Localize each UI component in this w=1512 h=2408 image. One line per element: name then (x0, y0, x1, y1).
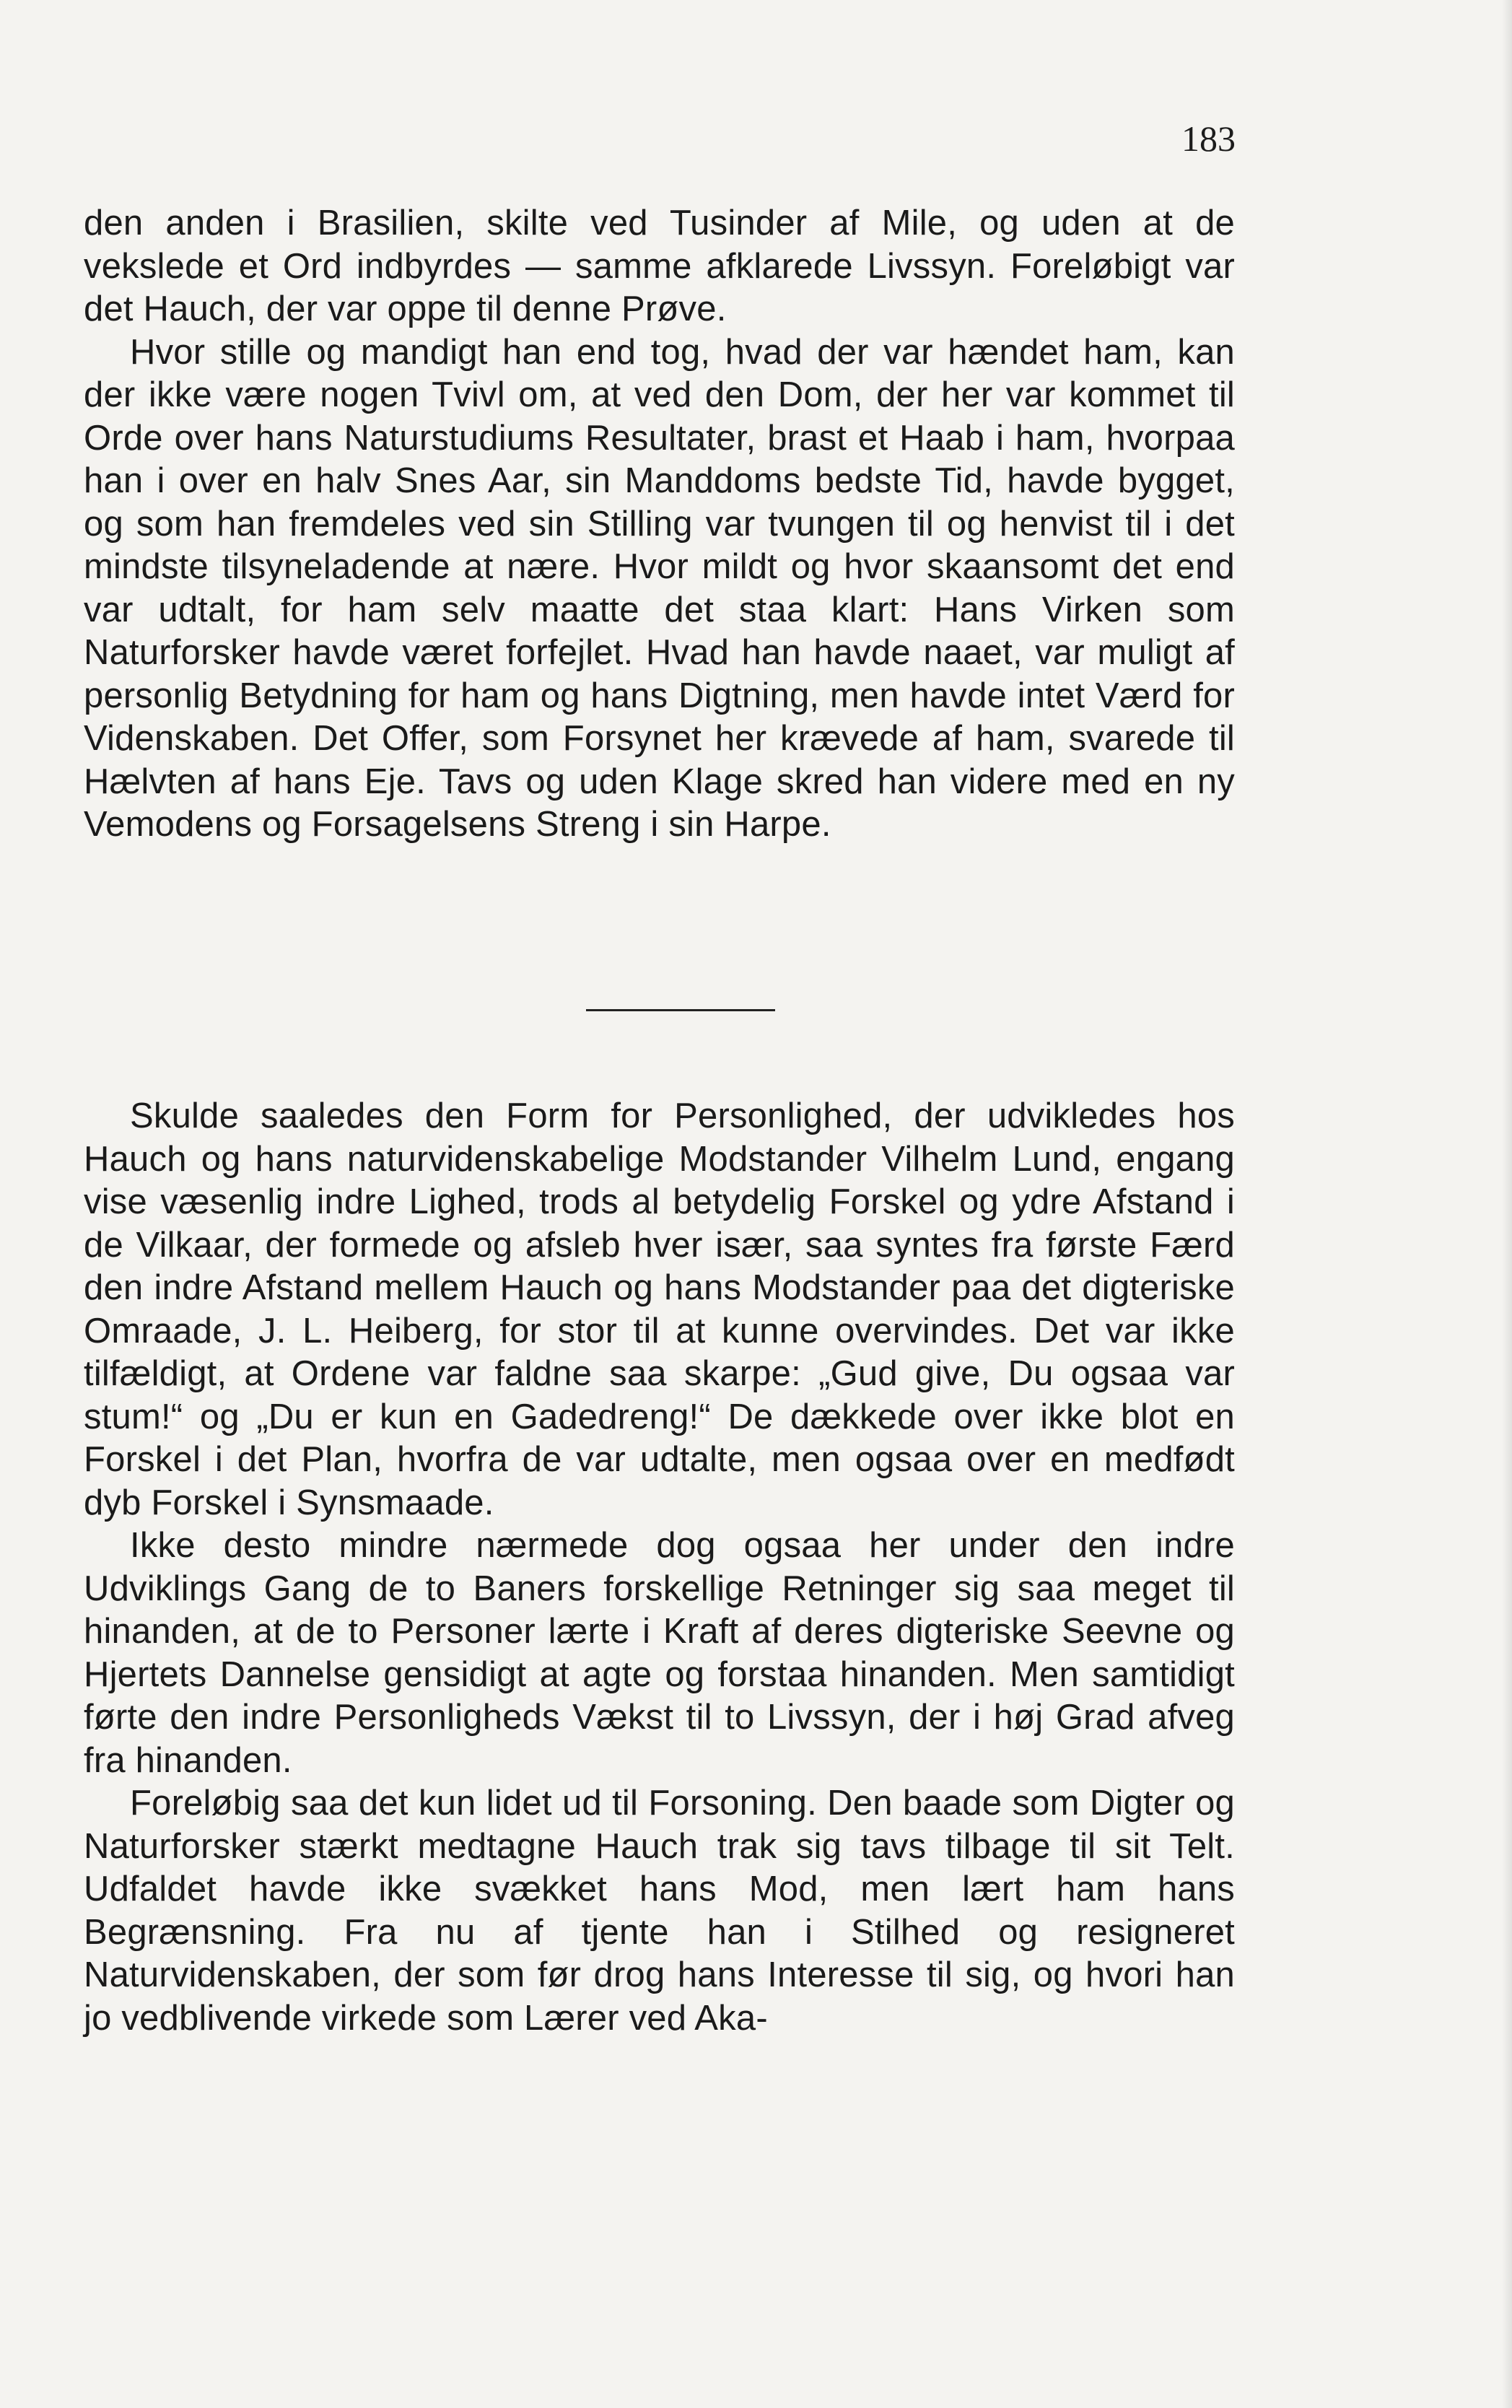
section-divider (586, 1009, 775, 1011)
section-1-text (84, 202, 1235, 847)
paragraph: Ikke desto mindre nærmede dog ogsaa her under den indre Udviklings Gang de to Baners forskellige Retninger sig saa meget til hinanden, at de to Personer lærte i Kraft af deres digteriske Seevne og Hjertets Dannelse gensidigt at agte og forstaa hinanden. Men samtidigt førte den indre Personligheds Vækst til to Livssyn, der i høj Grad afveg fra hinanden. (84, 1526, 1235, 1780)
paragraph: Foreløbig saa det kun lidet ud til Forsoning. Den baade som Digter og Naturforsker stærkt medtagne Hauch trak sig tavs tilbage til sit Telt. Udfaldet havde ikke svækket hans Mod, men lært ham hans Begrænsning. Fra nu af tjente han i Stilhed og resigneret Naturvidenskaben, der som før drog hans Interesse til sig, og hvori han jo vedblivende virkede som Lærer ved Aka- (84, 1784, 1235, 2038)
section-2-text (84, 1095, 1235, 2040)
paragraph: Hvor stille og mandigt han end tog, hvad der var hændet ham, kan der ikke være nogen Tvivl om, at ved den Dom, der her var kommet til Orde over hans Naturstudiums Resultater, brast et Haab i ham, hvorpaa han i over en halv Snes Aar, sin Manddoms bedste Tid, havde bygget, og som han fremdeles ved sin Stilling var tvungen til og henvist til i det mindste tilsyneladende at nære. Hvor mildt og hvor skaansomt det end var udtalt, for ham selv maatte det staa klart: Hans Virken som Naturforsker havde været forfejlet. Hvad han havde naaet, var muligt af personlig Betydning for ham og hans Digtning, men havde intet Værd for Videnskaben. Det Offer, som Forsynet her krævede af ham, svarede til Hælvten af hans Eje. Tavs og uden Klage skred han videre med en ny Vemodens og Forsagelsens Streng i sin Harpe. (84, 332, 1235, 844)
page-number: 183 (1181, 118, 1236, 159)
paragraph: Skulde saaledes den Form for Personlighed, der udvikledes hos Hauch og hans naturvidenskabelige Modstander Vilhelm Lund, engang vise væsenlig indre Lighed, trods al betydelig Forskel og ydre Afstand i de Vilkaar, der formede og afsleb hver især, saa syntes fra første Færd den indre Afstand mellem Hauch og hans Modstander paa det digteriske Omraade, J. L. Heiberg, for stor til at kunne overvindes. Det var ikke tilfældigt, at Ordene var faldne saa skarpe: „Gud give, Du ogsaa var stum!“ og „Du er kun en Gadedreng!“ De dækkede over ikke blot en Forskel i det Plan, hvorfra de var udtalte, men ogsaa over en medfødt dyb Forskel i Synsmaade. (84, 1096, 1235, 1522)
paragraph: den anden i Brasilien, skilte ved Tusinder af Mile, og uden at de vekslede et Ord indbyrdes — samme afklarede Livssyn. Foreløbigt var det Hauch, der var oppe til denne Prøve. (84, 204, 1235, 328)
page-edge-shadow (1502, 0, 1512, 2408)
